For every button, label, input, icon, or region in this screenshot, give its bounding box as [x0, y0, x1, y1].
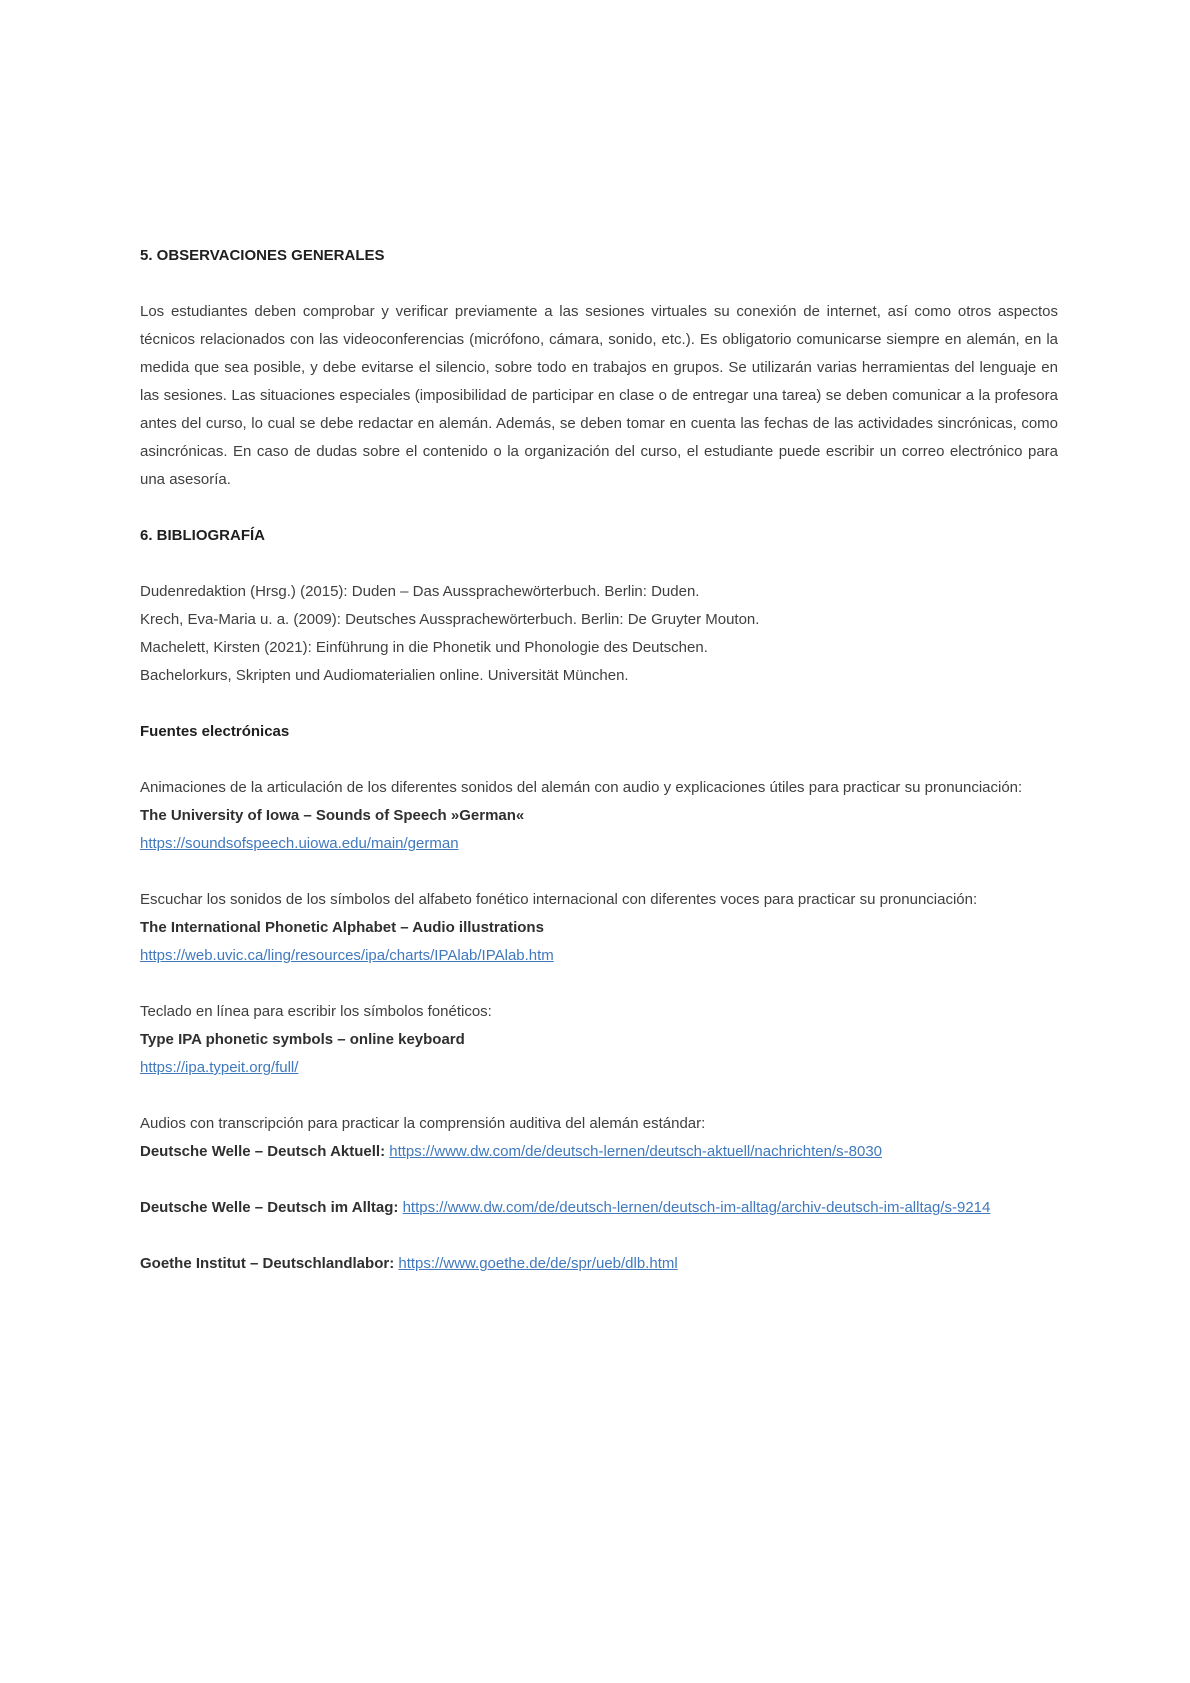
resource-description: Escuchar los sonidos de los símbolos del alfabeto fonético internacional con diferentes voces para practicar su pronunciación: [140, 891, 978, 908]
resource-link-sounds-of-speech[interactable]: https://soundsofspeech.uiowa.edu/main/german [140, 835, 459, 852]
resource-block-ipa-keyboard [140, 998, 1058, 1082]
resource-link-goethe-deutschlandlabor[interactable]: https://www.goethe.de/de/spr/ueb/dlb.html [398, 1255, 678, 1272]
section-heading-observations: 5. OBSERVACIONES GENERALES [140, 247, 385, 264]
bibliography-entry: Krech, Eva-Maria u. a. (2009): Deutsches Aussprachewörterbuch. Berlin: De Gruyter Mouton. [140, 611, 760, 628]
resource-name: Type IPA phonetic symbols – online keyboard [140, 1031, 465, 1048]
resource-link-ipa-audio[interactable]: https://web.uvic.ca/ling/resources/ipa/charts/IPAlab/IPAlab.htm [140, 947, 554, 964]
resource-name: The International Phonetic Alphabet – Audio illustrations [140, 919, 544, 936]
subheading-electronic-sources: Fuentes electrónicas [140, 723, 290, 740]
resource-description: Audios con transcripción para practicar la comprensión auditiva del alemán estándar: [140, 1115, 706, 1132]
section-heading-bibliography: 6. BIBLIOGRAFÍA [140, 527, 266, 544]
resource-block-ipa-audio [140, 886, 1058, 970]
bibliography-entry: Dudenredaktion (Hrsg.) (2015): Duden – Das Aussprachewörterbuch. Berlin: Duden. [140, 583, 700, 600]
resource-name: Deutsche Welle – Deutsch im Alltag: [140, 1199, 399, 1216]
bibliography-entry: Bachelorkurs, Skripten und Audiomaterialien online. Universität München. [140, 667, 629, 684]
resource-block-sounds-of-speech [140, 774, 1058, 858]
resource-name: Deutsche Welle – Deutsch Aktuell: [140, 1143, 386, 1160]
resource-link-dw-aktuell[interactable]: https://www.dw.com/de/deutsch-lernen/deutsch-aktuell/nachrichten/s-8030 [389, 1143, 883, 1160]
bibliography-list [140, 578, 1058, 690]
bibliography-entry: Machelett, Kirsten (2021): Einführung in die Phonetik und Phonologie des Deutschen. [140, 639, 708, 656]
resource-block-goethe-deutschlandlabor [140, 1250, 1058, 1278]
resource-name: Goethe Institut – Deutschlandlabor: [140, 1255, 395, 1272]
resource-link-ipa-keyboard[interactable]: https://ipa.typeit.org/full/ [140, 1059, 299, 1076]
resource-name: The University of Iowa – Sounds of Speech »German« [140, 807, 525, 824]
observations-paragraph: Los estudiantes deben comprobar y verificar previamente a las sesiones virtuales su conexión de internet, así como otros aspectos técnicos relacionados con las videoconferencias (micrófono, cámara, sonido, etc.). Es obligatorio comunicarse siempre en alemán, en la medida que sea posible, y debe evitarse el silencio, sobre todo en trabajos en grupos. Se utilizarán varias herramientas del lenguaje en las sesiones. Las situaciones especiales (imposibilidad de participar en clase o de entregar una tarea) se deben comunicar a la profesora antes del curso, lo cual se debe redactar en alemán. Además, se deben tomar en cuenta las fechas de las actividades sincrónicas, como asincrónicas. En caso de dudas sobre el contenido o la organización del curso, el estudiante puede escribir un correo electrónico para una asesoría. [140, 303, 1058, 488]
resource-description: Teclado en línea para escribir los símbolos fonéticos: [140, 1003, 492, 1020]
resource-block-dw-alltag [140, 1194, 1058, 1222]
resource-block-dw-aktuell [140, 1110, 1058, 1166]
resource-description: Animaciones de la articulación de los diferentes sonidos del alemán con audio y explicaciones útiles para practicar su pronunciación: [140, 779, 1023, 796]
resource-link-dw-alltag[interactable]: https://www.dw.com/de/deutsch-lernen/deutsch-im-alltag/archiv-deutsch-im-alltag/s-9214 [402, 1199, 991, 1216]
